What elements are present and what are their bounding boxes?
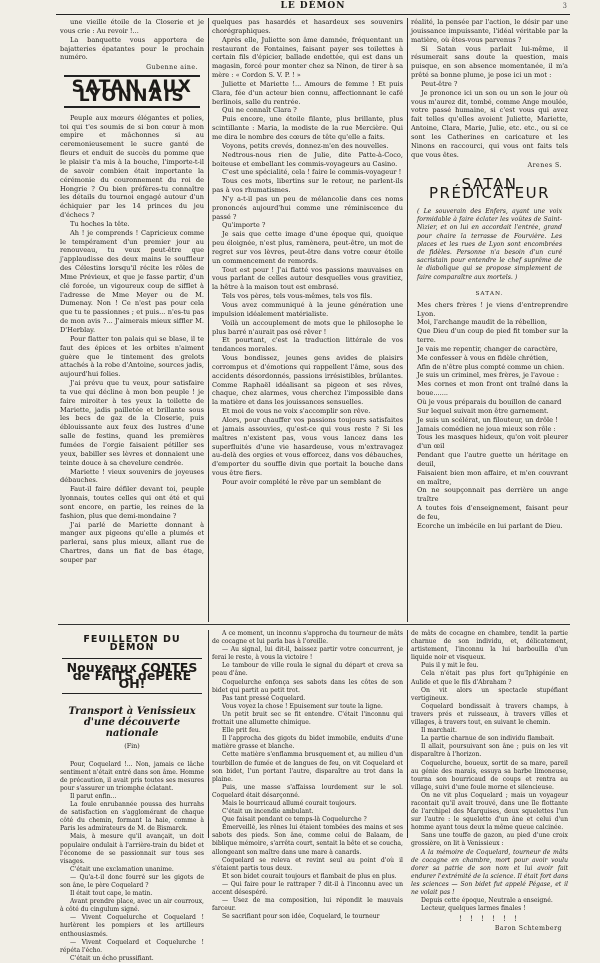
- story-paragraph: — Qui faire pour le rattraper ? dit-il à l'inconnu avec un accent désespéré.: [212, 880, 403, 896]
- story-paragraph: Sans une touffe de gazon, au pied d'une croix grossière, on lit à Venissieux :: [411, 832, 568, 848]
- feuilleton-column-3: [411, 630, 568, 933]
- author-signature: Arenes S.: [527, 161, 562, 169]
- story-subtitle: (Fin): [124, 742, 140, 751]
- poem-line: Que Dieu d'un coup de pied fit tomber sur la terre.: [417, 327, 568, 345]
- article-paragraph: Pour flatter ton palais qui se blase, il te faut des épices et les orbites n'aiment guère que le tintement des grelots attachés à la robe d'Antoine, sources jadis, aujourd'hui folies.: [60, 334, 204, 379]
- series-title: Nouveaux CONTES de FAITS dePÈRE OH!: [62, 658, 202, 694]
- poem-line: Moi, l'archange maudit de la rébellion,: [417, 318, 548, 327]
- story-paragraph: Lecteur, quelques larmes finales !: [421, 905, 526, 913]
- feuilleton-column-1: [60, 630, 204, 962]
- article-paragraph: Je sais que cette image d'une époque qui, quoique peu éloignée, n'est plus, ramènera, peut-être, un mot de regret sur vos lèvres, peut-être dans votre cœur étoile un commencement de remords.: [212, 230, 403, 265]
- story-paragraph: C'était une exclamation unanime.: [70, 865, 174, 873]
- column-divider: [208, 630, 209, 838]
- story-paragraph: Puis il y mit le feu.: [421, 662, 479, 670]
- poem-line: Mes cornes et mon front ont traîné dans la boue.......: [417, 380, 568, 398]
- epitaph: A la mémoire de Coquelard, tourneur de mâts de cocagne en chambre, mort pour avoir voulu dorer sa patrie de son nom et lui avoir fait endurer l'extrémité de la science. Il était fort dans les sciences — Son bidet fut appelé Pégase, et il ne volait pas !: [411, 848, 568, 896]
- story-paragraph: Coquelard se releva et revint seul au point d'où il s'étaient partis tous deux.: [212, 856, 403, 872]
- article-paragraph: Si Satan vous parlait lui-même, il résumerait sans doute la question, mais puisque, en son absence momentanée, il m'a prêté sa bonne plume, je pose ici un mot :: [411, 44, 568, 80]
- story-paragraph: Émerveillé, les rênes lui étaient tombées des mains et ses sabots des pieds. Son âne, comme celui de Balaam, de biblique mémoire, s'arrêta court, sentait la bête et se coucha, allongeant son maître dans une mare à canards.: [212, 824, 403, 856]
- article-paragraph: Tous ces mots, libertins sur le retour, ne parlent-ils pas à vos rhumatismes.: [212, 177, 403, 195]
- story-paragraph: Il allait, poursuivant son âne ; puis on les vit disparaître à l'horizon.: [411, 743, 568, 759]
- article-intro: ( Le souverain des Enfers, ayant une voix formidable à faire éclater les voûtes de Saint-Nizier, et on lui en accordait l'entrée, grand pour chaire la terrasse de Fourvière. Les places et les rues de Lyon sont encombrées de fidèles. Personne n'a besoin d'un curé sacristain pour entendre le chef suprême de le diabolique qui se propose simplement de faire comparaître aux mortels. ): [417, 208, 562, 281]
- article-paragraph: Pour avoir complété le rêve par un semblant de: [222, 477, 382, 486]
- poem-line: Sur lequel suivait mon être garnement.: [417, 406, 549, 415]
- poem: [411, 301, 568, 531]
- article-paragraph: Faut-il faire défiler devant toi, peuple lyonnais, toutes celles qui ont été et qui sont encore, en partie, les reines de la fashion, plus que demi-mondaine ?: [60, 485, 204, 520]
- story-paragraph: Se sacrifiant pour son idée, Coquelard, le tourneur: [222, 913, 380, 921]
- article-title: SATAN PRÉDICATEUR: [428, 175, 551, 203]
- story-paragraph: Coquelurche enfonça ses sabots dans les côtes de son bidet qui partit au petit trot.: [212, 678, 403, 694]
- story-paragraph: Coquelurche, boueux, sortit de sa mare, pareil au génie des marais, essuya sa barbe limoneuse, tourna son bourricaud de coups et rentra au village, suivi d'une foule morne et silencieuse.: [411, 759, 568, 791]
- author-signature: Baron Schtemberg: [494, 925, 562, 933]
- article-paragraph: Peut-être ?: [421, 79, 458, 88]
- story-paragraph: de mâts de cocagne en chambre, tendit la partie charnue de son individu, et, délicatement, artistement, l'inconnu la lui barbouilla d'un liquide noir et visqueux.: [411, 630, 568, 662]
- poem-line: Je suis un criminel, mes frères, je l'avoue :: [417, 371, 560, 380]
- poem-line: Mes chers frères ! je viens d'entreprendre Lyon.: [417, 300, 568, 318]
- story-paragraph: Que faisait pendant ce temps-là Coquelurche ?: [222, 816, 367, 824]
- feuilleton-heading: FEUILLETON DU DÉMON: [83, 634, 181, 654]
- author-signature: Gubenne aine.: [146, 64, 198, 72]
- article-paragraph: Tu hoches la tête.: [70, 219, 130, 228]
- story-paragraph: A ce moment, un inconnu s'approcha du tourneur de mâts de cocagne et lui parla bas à l'oreille.: [212, 630, 403, 646]
- column-divider: [407, 18, 408, 622]
- article-column-2: [212, 18, 403, 620]
- article-paragraph: Je prononce ici un son ou un son le jour où vous m'aurez dit, tombé, comme Ange moulée, votre passé humaine, si c'est vous qui avez fait telles qu'elles avoient Juliette, Mariette, Antoine, Clara, Marie, Julie, etc. etc., ou si ce sont les Catherines en caricature et les Ninons en raccourci, qui vous ont faits tels que vous êtes.: [411, 88, 568, 159]
- story-paragraph: C'était un écho prussifiant.: [70, 954, 154, 962]
- speaker-label: SATAN.: [475, 290, 504, 297]
- story-paragraph: On vit alors un spectacle stupéfiant vertigineux.: [411, 686, 568, 702]
- article-title: SATAN AUX LYONNAIS: [64, 75, 200, 108]
- poem-line: Faisaient bien mon affaire, et m'en couvrant en maître,: [417, 468, 568, 486]
- section-divider: [58, 624, 570, 625]
- story-paragraph: La partie charnue de son individu flambait.: [421, 735, 555, 743]
- story-paragraph: Elle prit feu.: [222, 727, 261, 735]
- story-paragraph: Puis, une masse s'affaissa lourdement sur le sol. Coquelard était désarçonné.: [212, 783, 403, 799]
- article-paragraph: Nedtrous-nous rien de Julie, dite Patte-à-Coco, boiteuse et embellant les commis-voyageurs au Casino.: [212, 150, 403, 168]
- poem-line: Tous les masques hideux, qu'on voit pleurer d'un œil: [417, 433, 568, 451]
- tears-ornament: ! ! ! ! ! !: [458, 915, 520, 924]
- story-paragraph: Cette matière s'enflamma brusquement et, au milieu d'un tourbillon de fumée et de langues de feu, on vit Coquelard et son bidet, l'un portant l'autre, disparaître au trot dans la plaine.: [212, 751, 403, 783]
- article-paragraph: Voyons, petits crevés, donnez-m'en des nouvelles.: [222, 141, 389, 150]
- article-paragraph: quelques pas hasardés et hasardeux ses souvenirs chorégraphiques.: [212, 18, 403, 35]
- story-paragraph: Et son bidet courait toujours et flambait de plus en plus.: [222, 872, 397, 880]
- story-paragraph: — Usez de ma composition, lui répondit le mauvais farceur.: [212, 897, 403, 913]
- article-paragraph: La banquette vous apportera de bajatteries épatantes pour le prochain numéro.: [60, 35, 204, 62]
- story-paragraph: La foule enrubannée poussa des hurrahs de satisfaction en s'agglomérant de chaque côté du chemin, formant la haie, comme à Paris les admirateurs de M. de Bismarck.: [60, 801, 204, 833]
- poem-line: Je vais me repentir, changer de caractère,: [417, 344, 558, 353]
- poem-line: Afin de n'être plus compté comme un chien.: [417, 362, 565, 371]
- article-paragraph: Juliette et Mariette !... Amours de femme ! Et puis Clara, fée d'un acteur bien connu, affectionnant le café berlinois, salle du rentrée.: [212, 79, 403, 106]
- article-paragraph: Puis encore, une étoile filante, plus brillante, plus scintillante : Maria, la modiste de la rue Mercière. Qui me dira le nombre des cœurs de tête qu'elle a faits.: [212, 115, 403, 141]
- article-paragraph: J'ai prévu que tu veux, pour satisfaire ta vue qui décline à mon bon peuple ! je faire miroiter à tes yeux la toilette de Mariette, jadis pailletée et brillante sous les becs de gaz de la Closerie, puis éblouissante aux feux des lustres d'une salle de festins, quand les premières fumées de l'orgie faisaient pétiller ses yeux, babiller ses lèvres et donnaient une teinte douce à sa chevelure cendrée.: [60, 379, 204, 467]
- article-paragraph: réalité, la pensée par l'action, le désir par une jouissance impuissante, l'idéal véritable par la matière, où êtes-vous parvenus ?: [411, 18, 568, 44]
- article-column-3: [411, 18, 568, 620]
- story-title: Transport à Venissieux d'une découverte nationale: [68, 706, 196, 740]
- article-paragraph: une vieille étoile de la Closerie et je vous crie : Au revoir !...: [60, 18, 204, 35]
- article-paragraph: Et pourtant, c'est la traduction littérale de vos tendances morales.: [212, 336, 403, 354]
- article-paragraph: Qui ne connaît Clara ?: [222, 106, 297, 115]
- page-header: [56, 0, 570, 15]
- story-paragraph: Il parut enfin...: [70, 792, 117, 800]
- story-paragraph: Cela n'était pas plus fort qu'Iphigénie en Aulide et que le fils d'Abraham ?: [411, 670, 568, 686]
- story-paragraph: Avant prendre place, avec un air courroux, à côté du cingulum signé.: [60, 898, 204, 914]
- article-paragraph: Alors, pour chauffer vos passions toujours satisfaites et jamais assouvies, qu'est-ce qui vous reste ? Si les maîtres n'existent pas, vous vous lancez dans les superfluités d'une vie hasardeuse, vous m'extravagez au-delà des orgies et vous efforcez, dans vos débauches, d'emporter du souffle divin que portait la bouche dans vous être fiers.: [212, 415, 403, 478]
- poem-line: Ecorche un imbécile en lui parlant de Dieu.: [417, 521, 563, 530]
- story-paragraph: Coquelard bondissait à travers champs, à travers prés et ruisseaux, à travers villes et villages, à travers tout, en suivant le chemin.: [411, 702, 568, 727]
- feuilleton-column-2: [212, 630, 403, 921]
- newspaper-title: LE DÉMON: [280, 1, 346, 11]
- article-paragraph: Tels vos pères, tels vous-mêmes, tels vos fils.: [222, 292, 373, 301]
- poem-line: Jamais comédien ne joua mieux son rôle :: [417, 424, 556, 433]
- article-column-1: [60, 18, 204, 620]
- article-paragraph: Après elle, Juliette son âme damnée, fréquentant un restaurant de Fontaines, faisant payer ses toilettes à certain fils d'épicier, ballade endettée, qui est dans un magasin, forcé pour monter chez sa Ninon, de tirer à sa mère : « Cordon S. V. P. ! »: [212, 35, 403, 80]
- story-paragraph: Il l'approcha des gigots du bidet immobile, enduits d'une matière grasse et blanche.: [212, 735, 403, 751]
- article-paragraph: Et moi de vous ne voix s'accomplir son rêve.: [222, 407, 371, 416]
- article-paragraph: Mariette ! vieux souvenirs de joyeuses débauches.: [60, 467, 204, 485]
- story-paragraph: Il était tout cape, le matin.: [70, 890, 153, 898]
- story-paragraph: — Vivent Coquelurche et Coquelard ! hurlèrent les pompiers et les artilleurs enthousiasmés.: [60, 914, 204, 938]
- story-paragraph: Pour, Coquelard !... Non, jamais ce lâche sentiment n'était entré dans son âme. Homme de précaution, il avait pris toutes ses mesures pour s'assurer un triomphe éclatant.: [60, 760, 204, 792]
- story-paragraph: Pas tant pressé Coquelard.: [222, 694, 306, 702]
- poem-line: A toutes fois d'enseignement, faisant peur de feu,: [417, 504, 568, 521]
- story-paragraph: Il marchait.: [421, 727, 457, 735]
- column-divider: [407, 630, 408, 838]
- article-paragraph: Peuple aux mœurs élégantes et polies, toi qui t'es soumis de si bon cœur à mon empire et mâchonnes si au ceremonieusement le sucre ganté de fleurs et enduit de succès du pomme que le plaisir t'a mis à la bouche, l'importe-t-il de savoir combien était importante la cérémonie du couronnement du roi de Hongrie ? Ou bien préfères-tu connaître les détails du tournoi engagé autour d'un échiquier par les 14 princes du jeu d'échecs ?: [60, 113, 204, 220]
- story-paragraph: On ne vit plus Coquelard ; mais un voyageur racontait qu'il avait trouvé, dans une île flottante de l'archipel des Marquises, deux squelettes l'un sur l'autre : le squelette d'un âne et celui d'un homme ayant tous deux la même queue calcinée.: [411, 791, 568, 832]
- article-paragraph: J'ai parlé de Mariette donnant à manger aux pigeons qu'elle a plumés et parlerai, sans plus mieux, allant rue de Chartres, dans un fiat de bas étage, souper par: [60, 520, 204, 564]
- article-paragraph: N'y a-t-il pas un peu de mélancolie dans ces noms prononcés aujourd'hui comme une réminiscence du passé ?: [212, 194, 403, 221]
- poem-line: Me confesser à vous en fidèle chrétien,: [417, 353, 549, 362]
- column-divider: [208, 18, 209, 622]
- article-paragraph: C'est une spécialité, cela ! faire le commis-voyageur !: [222, 168, 402, 177]
- story-paragraph: Depuis cette époque, Neutrale a enseigné.: [421, 897, 553, 905]
- story-paragraph: Un petit bruit sec se fit entendre. C'était l'inconnu qui frottait une allumette chimique.: [212, 710, 403, 727]
- poem-line: On ne soupçonnait pas derrière un ange traître: [417, 486, 568, 504]
- article-paragraph: Vous avez communiqué à la jeune génération une impulsion idéalement matérialiste.: [212, 301, 403, 318]
- story-paragraph: Vous voyez la chose ! Epuisement sur toute la ligne.: [222, 702, 383, 710]
- story-paragraph: — Qu'a-t-il donc fourré sur les gigots de son âne, le père Coquelard ?: [60, 873, 204, 889]
- poem-line: Pendant que l'autre guette un héritage en deuil,: [417, 451, 568, 468]
- story-paragraph: Mais, à mesure qu'il avançait, un doit populaire ondulait à l'arrière-train du bidet et l'économe de se passionnait sur tous ses visages.: [60, 833, 204, 865]
- article-paragraph: Qu'importe ?: [222, 221, 266, 230]
- page-number: 3: [562, 2, 568, 10]
- article-paragraph: Vous bondissez, jeunes gens avides de plaisirs corrompus et d'émotions qui rappellent l'âme, sous des accidents désordonnés, passions irrésistibles, brûlantes. Comme Raphaël idéalisant sa pigeon et ses rêves, chaque, chez alarmes, vous cherchez l'impossible dans la matière et dans les jouissances sensuelles.: [212, 354, 403, 407]
- story-paragraph: C'était un incendie ambulant.: [222, 808, 314, 816]
- poem-line: Je suis un scélérat, un filouteur, un drôle !: [417, 415, 558, 424]
- article-paragraph: Voilà un accouplement de mots que le philosophe le plus barré n'aurait pas osé rêver !: [212, 318, 403, 336]
- story-paragraph: — Vivent Coquelard et Coquelurche ! répéta l'écho.: [60, 938, 204, 954]
- poem-line: Où je vous préparais du bouillon de canard: [417, 397, 562, 406]
- story-paragraph: Mais le bourricaud allumé courait toujours.: [222, 799, 357, 807]
- article-paragraph: Ah ! je comprends ! Capricieux comme le tempérament d'un premier jour au renouveau, tu veux peut-être que j'applaudisse des deux mains le souffleur des Célestins lorsqu'il récite les rôles de Mme Prévieux, et que je fasse partir, d'un clé forcée, un vigoureux coup de sifflet à l'adresse de Mme Meyer ou de M. Dumenay. Non ! Ce n'est pas pour cela que tu te passionnes ; et puis... n'es-tu pas de mon avis ?... J'aimerais mieux siffler M. D'Herblay.: [60, 228, 204, 334]
- article-paragraph: Tout est pour ! J'ai flatté vos passions mauvaises en vous parlant de celles autour desquelles vous gravitiez, la hêtre à la maison tout est embrasé.: [212, 265, 403, 292]
- story-paragraph: Le tambour de ville roula le signal du départ et creva sa peau d'âne.: [212, 662, 403, 678]
- story-paragraph: — Au signal, lui dit-il, baissez partir votre concurrent, je ferai le reste, à vous la victoire !: [212, 646, 403, 662]
